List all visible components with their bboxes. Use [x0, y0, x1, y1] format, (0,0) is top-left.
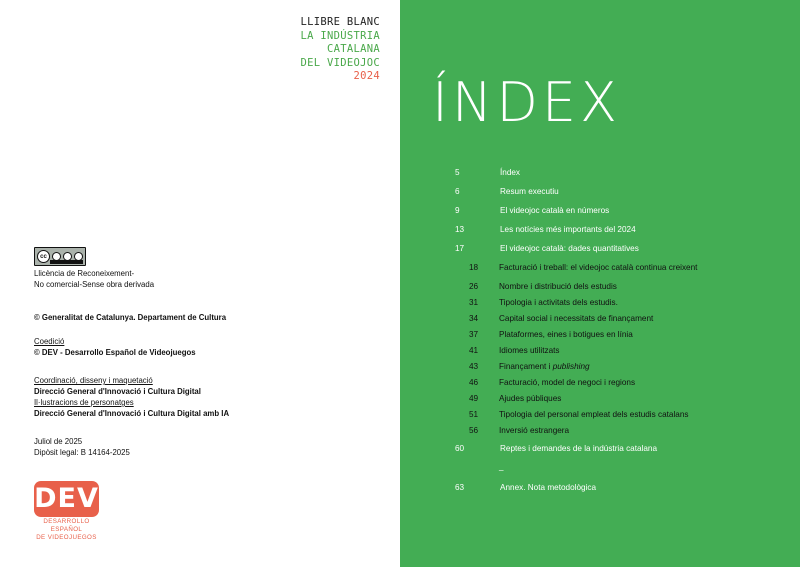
publication-info	[34, 436, 130, 458]
toc-entry-title	[499, 263, 697, 272]
toc-entry-title	[499, 426, 569, 435]
toc-page-number: 56	[469, 426, 479, 435]
toc-entry-title	[500, 244, 639, 253]
toc-page-number: 6	[455, 187, 460, 196]
publication-date: Juliol de 2025	[34, 437, 83, 446]
toc-entry-title-text: El videojoc català: dades quantitatives	[500, 244, 639, 253]
toc-entry-title-text: Nombre i distribució dels estudis	[499, 282, 617, 291]
toc-page-number: 37	[469, 330, 479, 339]
dev-logo-mark: DEV	[34, 481, 99, 517]
dev-logo-sub-2: DE VIDEOJUEGOS	[36, 534, 97, 541]
toc-entry-title-text: Índex	[500, 168, 521, 177]
toc-entry-title-italic: publishing	[552, 362, 590, 371]
license-line-1: Llicència de Reconeixement-	[34, 269, 135, 278]
toc-entry-title-text: Plataformes, eines i botigues en línia	[499, 330, 633, 339]
license-text	[34, 268, 154, 290]
toc-page-number: 13	[455, 225, 465, 234]
coedition-label: Coedició	[34, 337, 65, 346]
toc-entry-title	[500, 187, 559, 196]
toc-entry-title	[499, 378, 635, 387]
coedition	[34, 336, 196, 358]
legal-deposit: Dipòsit legal: B 14164-2025	[34, 448, 130, 457]
dev-logo-sub-1: DESARROLLO ESPAÑOL	[43, 518, 90, 533]
toc-entry-title-text: Idiomes utilitzats	[499, 346, 560, 355]
toc-entry-title	[499, 394, 561, 403]
toc-entry-title-text: Facturació i treball: el videojoc català continua creixent	[499, 263, 698, 272]
toc-page-number: 34	[469, 314, 479, 323]
toc-entry-title	[499, 298, 618, 307]
coordination-value: Direcció General d'Innovació i Cultura Digital	[34, 387, 201, 396]
book-title-year: 2024	[353, 70, 380, 82]
book-title-line-3: CATALANA	[327, 43, 380, 55]
toc-entry-title	[500, 444, 657, 453]
toc-entry-title-text: Inversió estrangera	[499, 426, 570, 435]
toc-page-number: 31	[469, 298, 479, 307]
coedition-value: © DEV - Desarrollo Español de Videojuegos	[34, 348, 196, 357]
toc-entry-title	[499, 410, 689, 419]
toc-entry-title-text: Facturació, model de negoci i regions	[499, 378, 636, 387]
toc-entry-title	[500, 483, 596, 492]
cc-icon: cc	[37, 250, 50, 263]
toc-page-number: 18	[469, 263, 479, 272]
credits	[34, 375, 229, 419]
license-strip	[50, 260, 83, 264]
toc-entry-title	[499, 314, 653, 323]
book-title-line-2: LA INDÚSTRIA	[300, 29, 380, 42]
toc-entry-title-text: Capital social i necessitats de finançament	[499, 314, 654, 323]
toc-entry-title-text: Annex. Nota metodològica	[500, 483, 597, 492]
toc-entry-title	[499, 282, 617, 291]
toc-entry-title	[499, 346, 560, 355]
toc-entry-title-text: Tipologia del personal empleat dels estudis catalans	[499, 410, 689, 419]
illustrations-label: Il·lustracions de personatges	[34, 398, 134, 407]
index-title: ÍNDEX	[432, 71, 622, 134]
toc-page-number: 49	[469, 394, 479, 403]
toc-entry-title-text: Resum executiu	[500, 187, 559, 196]
toc-entry-title	[500, 225, 636, 234]
dev-logo	[34, 481, 99, 542]
separator-dash: _	[499, 462, 504, 471]
toc-entry-title-text: Finançament i	[499, 362, 553, 371]
toc-page-number: 9	[455, 206, 460, 215]
toc-entry-title-text: Les notícies més importants del 2024	[500, 225, 636, 234]
toc-entry-title-text: Ajudes públiques	[499, 394, 562, 403]
coordination-label: Coordinació, disseny i maquetació	[34, 376, 153, 385]
toc-page-number: 60	[455, 444, 465, 453]
illustrations-value: Direcció General d'Innovació i Cultura Digital amb IA	[34, 409, 230, 418]
toc-entry-title-text: Reptes i demandes de la indústria catalana	[500, 444, 658, 453]
toc-page-number: 51	[469, 410, 479, 419]
toc-entry-title	[499, 330, 633, 339]
toc-entry-title	[500, 206, 609, 215]
license-line-2: No comercial-Sense obra derivada	[34, 280, 155, 289]
toc-page-number: 46	[469, 378, 479, 387]
toc-page-number: 17	[455, 244, 465, 253]
creative-commons-license-icon	[34, 247, 86, 266]
toc-page-number: 26	[469, 282, 479, 291]
book-title-line-1: LLIBRE BLANC	[300, 16, 380, 28]
toc-page-number: 63	[455, 483, 465, 492]
toc-entry-title-text: El videojoc català en números	[500, 206, 610, 215]
book-title	[301, 16, 380, 84]
toc-page-number: 5	[455, 168, 460, 177]
copyright	[34, 312, 226, 323]
toc-entry-title	[499, 362, 590, 371]
toc-page-number: 43	[469, 362, 479, 371]
copyright-text: © Generalitat de Catalunya. Departament de Cultura	[34, 313, 227, 322]
toc-entry-title	[500, 168, 520, 177]
toc-entry-title-text: Tipologia i activitats dels estudis.	[499, 298, 618, 307]
toc-page-number: 41	[469, 346, 479, 355]
book-title-line-4: DEL VIDEOJOC	[300, 56, 380, 69]
